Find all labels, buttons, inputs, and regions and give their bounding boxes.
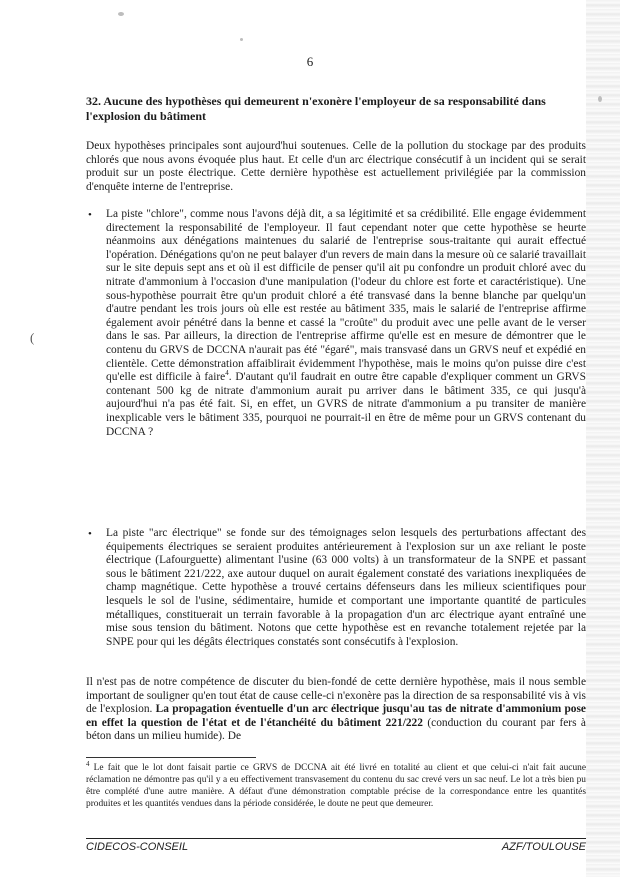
scan-edge-noise (586, 0, 620, 877)
bullet-marker: • (88, 528, 92, 540)
scan-speck (240, 38, 243, 41)
scan-speck (118, 12, 124, 16)
list-item-text (106, 208, 586, 439)
scan-speck (598, 96, 602, 102)
footnote-marker: 4 (86, 759, 90, 768)
margin-mark: ( (30, 330, 35, 345)
footnote (86, 759, 587, 810)
conclusion-emphasis: La propagation éventuelle d'un arc électrique jusqu'au tas de nitrate d'ammonium pose en effet la question de l'état et de l'étanchéité du bâtiment 221/222 (86, 703, 586, 729)
bullet-marker: • (88, 209, 92, 221)
footer-left-label: CIDECOS-CONSEIL (86, 841, 189, 853)
footnote-text: Le fait que le lot dont faisait partie ce GRVS de DCCNA ait été livré en totalité au client et que celui-ci n'ait fait aucune réclamation ne démontre pas qu'il y a eu effectivement transvasement du contenu du sac crevé vers un sac neuf. Le lot a très bien pu être complété d'une autre manière. A défaut d'une démonstration comptable précise de la correspondance entre les quantités produites et les quantités vendues dans la période considérée, le doute ne peut que demeurer. (86, 763, 587, 809)
list-item-text-part: La piste "chlore", comme nous l'avons déjà dit, a sa légitimité et sa crédibilité. Elle engage évidemment directement la responsabilité de l'employeur. Il faut cependant noter que cette hypothèse se heurte néanmoins aux dénégations maintenues du salarié de l'entreprise sous-traitante qui aurait effectué l'opération. Dénégations qu'on ne peut balayer d'un revers de main dans la mesure où ce salarié travaillait sur le site depuis sept ans et où il est difficile de penser qu'il ait pu confondre un produit chloré avec du nitrate d'ammonium à l'occasion d'une manipulation (l'odeur du chlore est forte et caractéristique). Une sous-hypothèse pourrait être qu'un produit chloré a été transvasé dans la benne blanche par quelqu'un d'autre pendant les trois jours où elle est restée au bâtiment 335, mais le salarié de l'entreprise affirme également avoir pénétré dans la benne et cassé la "croûte" du produit avec une pelle avant de le verser dans le sas. Par ailleurs, la direction de l'entreprise affirme qu'elle est en mesure de démontrer que le contenu du GRVS de DCCNA n'aurait pas été "égaré", mais transvasé dans un GRVS neuf et expédié en clientèle. Cette démonstration affaiblirait évidemment l'hypothèse, mais le moins qu'on puisse dire c'est qu'elle est difficile à faire (106, 208, 586, 384)
list-item-text-part: . D'autant qu'il faudrait en outre être capable d'expliquer comment un GRVS contenant 500 kg de nitrate d'ammonium aurait pu arriver dans le bâtiment 335, ce qui jusqu'à aujourd'hui n'a pas été fait. Si, en effet, un GVRS de nitrate d'ammonium a pu transiter de manière inexplicable vers le bâtiment 335, pourquoi ne pourrait-il en être de même pour un GRVS contenant du DCCNA ? (106, 371, 586, 438)
intro-paragraph: Deux hypothèses principales sont aujourd'hui soutenues. Celle de la pollution du stockage par des produits chlorés que nous avons évoquée plus haut. Et celle d'un arc électrique consécutif à un incident qui se serait produit sur un poste électrique. Cette dernière hypothèse est actuellement privilégiée par la commission d'enquête interne de l'entreprise. (86, 140, 586, 193)
section-heading: 32. Aucune des hypothèses qui demeurent n'exonère l'employeur de sa responsabilité dans l'explosion du bâtiment (86, 94, 546, 123)
conclusion-text: (conduction du courant par fers à béton dans un milieu humide). De (86, 716, 586, 743)
footer-right-label: AZF/TOULOUSE (501, 841, 586, 853)
conclusion-text: Il n'est pas de notre compétence de discuter du bien-fondé de cette dernière hypothèse, mais il nous semble important de souligner qu'en tout état de cause celle-ci n'exonère pas la direction de sa responsabilité vis à vis de l'explosion. (86, 676, 586, 716)
conclusion-paragraph (86, 676, 586, 744)
footnote-reference: 4 (225, 369, 229, 378)
footer-divider (86, 838, 586, 839)
page-number: 6 (306, 54, 314, 69)
footnote-divider (86, 757, 256, 758)
list-item-text: La piste "arc électrique" se fonde sur des témoignages selon lesquels des perturbations affectant des équipements électriques se seraient produites antérieurement à l'explosion sur un axe reliant le poste électrique (Lafourguette) alimentant l'usine (63 000 volts) à un transformateur de la SNPE et passant sous le bâtiment 221/222, axe autour duquel on aurait également constaté des variations inexpliquées de champ magnétique. Cette hypothèse a trouvé certains défenseurs dans les milieux scientifiques pour lesquels le sol de l'usine, sédimentaire, humide et comportant une importante quantité de particules métalliques, constituerait un terrain favorable à la propagation d'un arc électrique ayant entraîné une mise sous tension du bâtiment. Notons que cette hypothèse est en revanche totalement rejetée par la SNPE pour qui les dégâts électriques constatés sont consécutifs à l'explosion. (106, 527, 586, 648)
